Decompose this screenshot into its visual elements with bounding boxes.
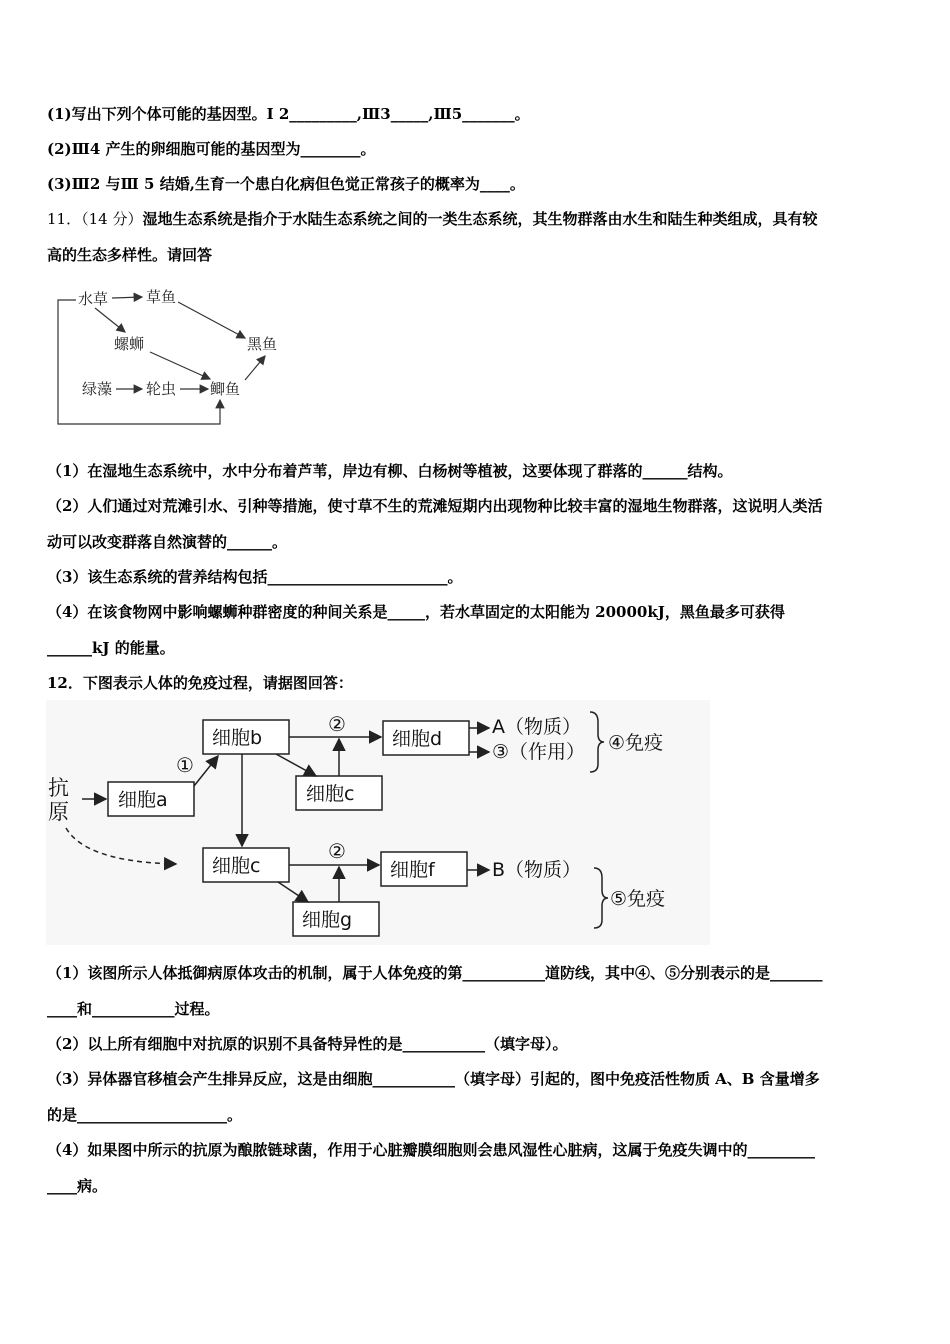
q11-score: （14 分） <box>81 210 143 228</box>
arrow-shuicao-luosi <box>95 308 125 332</box>
food-web-diagram <box>50 280 300 430</box>
label-cell-a: 细胞a <box>118 789 168 811</box>
q11-stem-text: 湿地生态系统是指介于水陆生态系统之间的一类生态系统，其生物群落由水生和陆生种类组成，具有较 <box>142 210 818 228</box>
q12-sub2: （2）以上所有细胞中对抗原的识别不具备特异性的是___________（填字母）。 <box>47 1035 568 1053</box>
q11-sub4-line1: （4）在该食物网中影响螺蛳种群密度的种间关系是_____，若水草固定的太阳能为 20000kJ，黑鱼最多可获得 <box>47 603 785 621</box>
q12-stem: 12．下图表示人体的免疫过程，请据图回答： <box>47 674 353 692</box>
q10-sub3: (3)Ⅲ2 与Ⅲ 5 结婚,生育一个患白化病但色觉正常孩子的概率为____。 <box>47 175 525 193</box>
q11-sub2-line1: （2）人们通过对荒滩引水、引种等措施，使寸草不生的荒滩短期内出现物种比较丰富的湿地生物群落，这说明人类活 <box>47 497 823 515</box>
antigen-char-kang: 抗 <box>48 776 69 800</box>
node-shuicao: 水草 <box>78 290 109 308</box>
label-cell-d: 细胞d <box>392 728 443 750</box>
food-web-loop-line <box>58 300 220 424</box>
q10-sub2: (2)Ⅲ4 产生的卵细胞可能的基因型为________。 <box>47 140 376 158</box>
label-cell-g: 细胞g <box>302 909 353 931</box>
immune-process-diagram <box>46 700 710 945</box>
q12-sub4-line1: （4）如果图中所示的抗原为酿脓链球菌，作用于心脏瓣膜细胞则会患风湿性心脏病，这属于免疫失调中的_________ <box>47 1141 815 1159</box>
q11-sub4-line2: ______kJ 的能量。 <box>47 639 175 657</box>
q11-sub1: （1）在湿地生态系统中，水中分布着芦苇，岸边有柳、白杨树等植被，这要体现了群落的______结构。 <box>47 462 733 480</box>
q12-sub1-line1: （1）该图所示人体抵御病原体攻击的机制，属于人体免疫的第___________道防线，其中④、⑤分别表示的是_______ <box>47 964 823 982</box>
q12-sub4-line2: ____病。 <box>47 1177 108 1195</box>
node-jiyu: 鲫鱼 <box>210 380 241 398</box>
q11-number: 11． <box>47 210 82 228</box>
q10-sub1: (1)写出下列个体可能的基因型。Ⅰ 2_________,Ⅲ3_____,Ⅲ5_______。 <box>47 105 530 123</box>
q11-sub3: （3）该生态系统的营养结构包括________________________。 <box>47 568 463 586</box>
immune-5: ⑤免疫 <box>610 888 666 910</box>
q11-stem-line1 <box>47 208 817 229</box>
node-caoyu: 草鱼 <box>146 288 177 306</box>
arrow-shuicao-caoyu <box>112 297 142 298</box>
output-b: B（物质） <box>492 859 582 881</box>
node-heiyu: 黑鱼 <box>247 335 278 353</box>
arrow-luosi-jiyu <box>150 352 210 379</box>
arrow-caoyu-heiyu <box>178 302 245 338</box>
output-a: A（物质） <box>492 716 581 738</box>
label-cell-b: 细胞b <box>212 727 263 749</box>
antigen-char-yuan: 原 <box>48 800 69 824</box>
q11-stem-line2: 高的生态多样性。请回答 <box>47 246 213 264</box>
q12-sub3-line1: （3）异体器官移植会产生排异反应，这是由细胞___________（填字母）引起的，图中免疫活性物质 A、B 含量增多 <box>47 1070 820 1088</box>
label-cell-c-top: 细胞c <box>306 783 355 805</box>
q12-sub1-line2: ____和___________过程。 <box>47 1000 220 1018</box>
output-3: ③（作用） <box>492 741 586 763</box>
node-luosi: 螺蛳 <box>114 335 145 353</box>
arrow-jiyu-heiyu <box>245 356 265 380</box>
q11-sub2-line2: 动可以改变群落自然演替的______。 <box>47 533 288 551</box>
label-cell-f: 细胞f <box>390 859 435 881</box>
step-2-bottom: ② <box>328 839 346 863</box>
immune-4: ④免疫 <box>608 732 664 754</box>
q12-sub3-line2: 的是____________________。 <box>47 1106 243 1124</box>
node-lvzao: 绿藻 <box>82 380 113 398</box>
node-lunchong: 轮虫 <box>146 380 177 398</box>
label-cell-c-bottom: 细胞c <box>212 855 261 877</box>
step-1: ① <box>176 753 194 777</box>
step-2-top: ② <box>328 712 346 736</box>
